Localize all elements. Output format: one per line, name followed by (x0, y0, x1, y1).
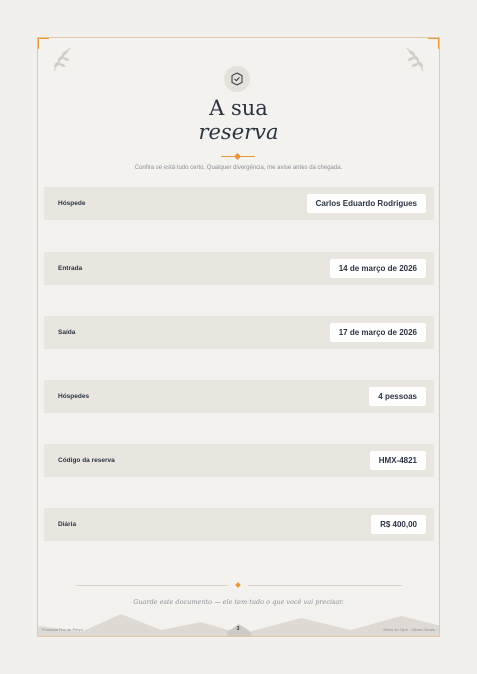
guests-count-row (44, 380, 434, 413)
row-value: 4 pessoas (369, 387, 426, 406)
reservation-page (37, 37, 440, 637)
daily-rate-row (44, 508, 434, 541)
page-title-line2: reserva (198, 120, 279, 144)
footer-divider-dot (235, 582, 241, 588)
booking-code-row (44, 444, 434, 477)
corner-mark-right (428, 37, 440, 49)
title-divider-dot (234, 153, 241, 160)
laurel-icon (399, 44, 429, 74)
row-value: R$ 400,00 (371, 515, 426, 534)
check-badge-icon (224, 66, 250, 92)
row-label: Hóspedes (58, 393, 90, 400)
checkout-row (44, 316, 434, 349)
row-value: Carlos Eduardo Rodrigues (307, 194, 426, 213)
guest-row (44, 187, 434, 220)
checkin-row (44, 252, 434, 285)
footer-divider-right (248, 585, 402, 586)
row-label: Entrada (58, 265, 83, 272)
footer-note: Guarde este documento — ele tem tudo o que você vai precisar. (133, 598, 344, 606)
row-label: Diária (58, 521, 77, 528)
page-number: 3 (236, 626, 240, 632)
laurel-icon (48, 44, 78, 74)
page-subtitle: Confira se está tudo certo. Qualquer divergência, me avise antes da chegada. (134, 165, 343, 171)
footer-inn-name: Pousada Flor de Pequi (42, 627, 83, 632)
footer-divider-left (76, 585, 228, 586)
row-label: Código da reserva (58, 457, 115, 464)
row-label: Hóspede (58, 200, 86, 207)
footer-location: Serra do Cipó · Minas Gerais (383, 627, 435, 632)
row-value: 17 de março de 2026 (330, 323, 426, 342)
row-value: 14 de março de 2026 (330, 259, 426, 278)
page-title-line1: A sua (209, 96, 268, 120)
mountain-icon (37, 604, 440, 637)
row-value: HMX-4821 (370, 451, 426, 470)
row-label: Saída (58, 329, 76, 336)
